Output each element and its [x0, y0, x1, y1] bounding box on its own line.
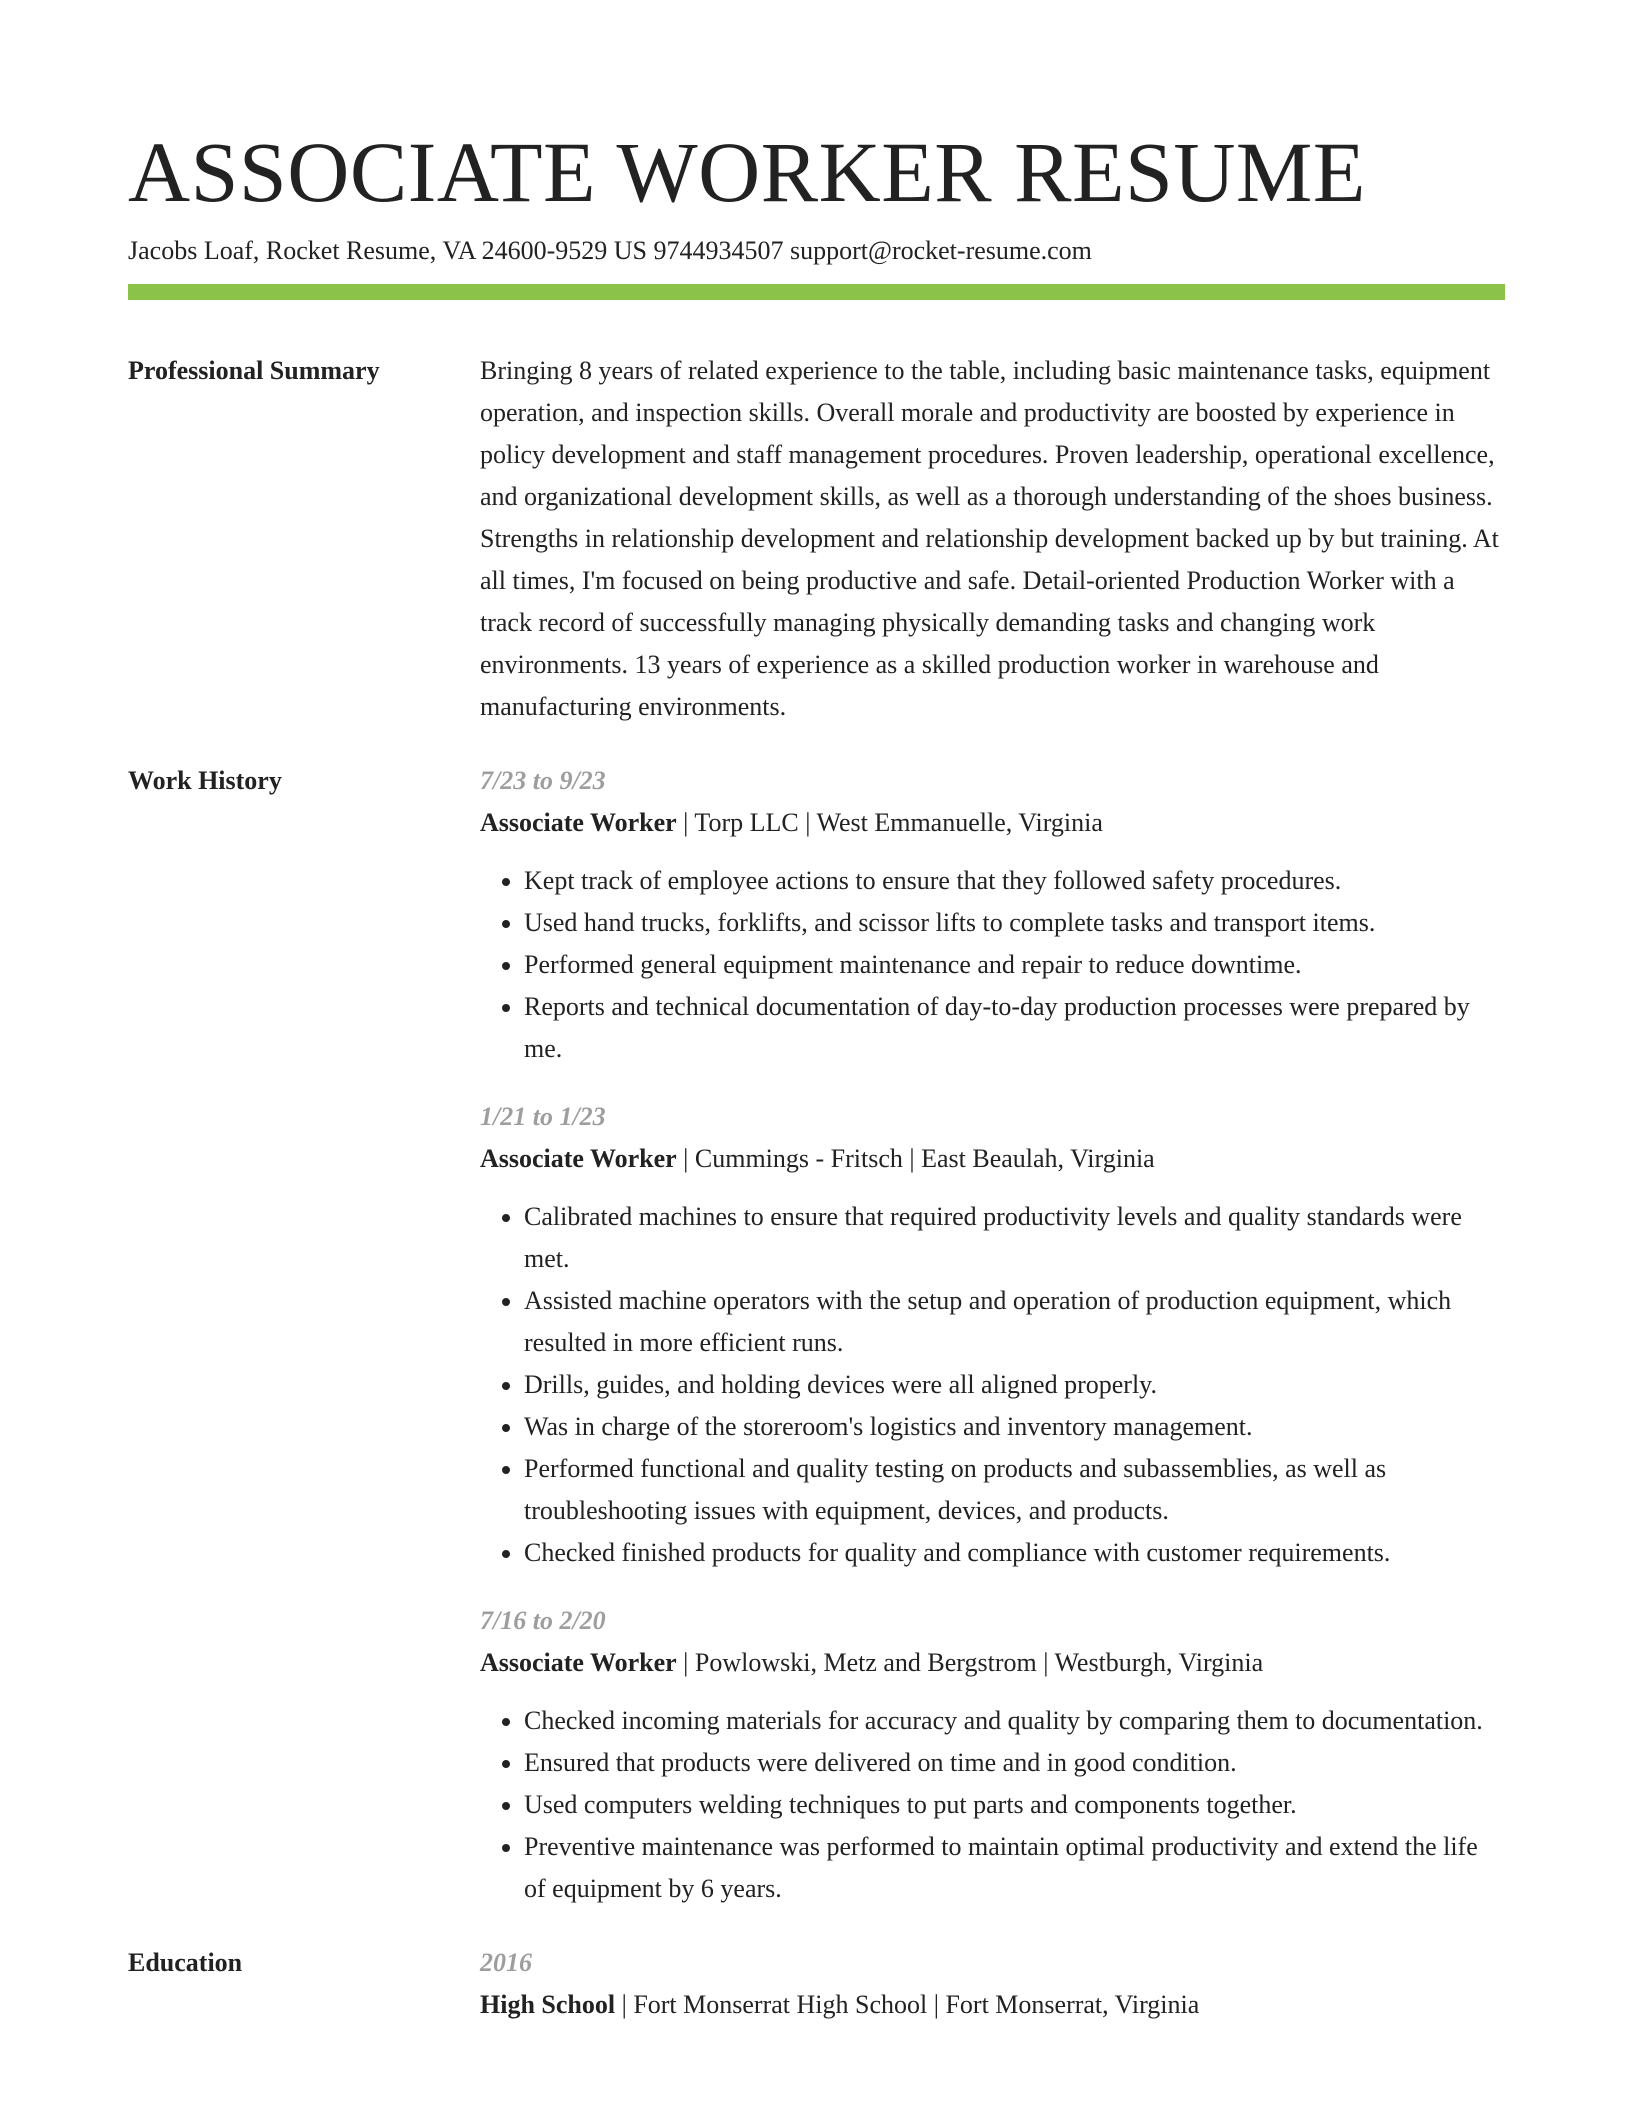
job-dates: 1/21 to 1/23	[480, 1102, 606, 1131]
job-bullet: • Was in charge of the storeroom's logistics and inventory management.	[524, 1406, 1505, 1448]
job-title: Associate Worker	[480, 1648, 677, 1677]
education-entry	[480, 1942, 1505, 2026]
job-bullet: • Kept track of employee actions to ensure that they followed safety procedures.	[524, 860, 1505, 902]
job-company: | Powlowski, Metz and Bergstrom	[677, 1648, 1037, 1677]
job-bullet: • Calibrated machines to ensure that required productivity levels and quality standards were met.	[524, 1196, 1505, 1280]
education-list	[480, 1942, 1505, 2026]
job-bullet: • Used computers welding techniques to put parts and components together.	[524, 1784, 1505, 1826]
job-bullet: • Performed functional and quality testing on products and subassemblies, as well as troubleshooting issues with equipment, devices, and products.	[524, 1448, 1505, 1532]
education-heading-line	[480, 1984, 1505, 2026]
job-company: | Cummings - Fritsch	[677, 1144, 903, 1173]
job-location: | East Beaulah, Virginia	[903, 1144, 1155, 1173]
job-bullet: • Checked incoming materials for accuracy and quality by comparing them to documentation.	[524, 1700, 1505, 1742]
job-dates: 7/16 to 2/20	[480, 1606, 606, 1635]
resume-title: ASSOCIATE WORKER RESUME	[128, 124, 1366, 220]
work-history-heading: Work History	[128, 766, 282, 795]
job-bullets	[480, 1196, 1505, 1574]
job-location: | West Emmanuelle, Virginia	[799, 808, 1103, 837]
education-school: | Fort Monserrat High School	[615, 1990, 927, 2019]
job-entry	[480, 760, 1505, 1070]
contact-line	[128, 234, 1505, 268]
job-bullet: • Ensured that products were delivered on time and in good condition.	[524, 1742, 1505, 1784]
job-bullet: • Checked finished products for quality and compliance with customer requirements.	[524, 1532, 1505, 1574]
job-entry	[480, 1096, 1505, 1574]
job-heading	[480, 802, 1505, 844]
job-company: | Torp LLC	[677, 808, 799, 837]
job-bullet: • Drills, guides, and holding devices were all aligned properly.	[524, 1364, 1505, 1406]
summary-text: Bringing 8 years of related experience to the table, including basic maintenance tasks, equipment operation, and inspection skills. Overall morale and productivity are boosted by experience in policy development and staff management procedures. Proven leadership, operational excellence, and organizational development skills, as well as a thorough understanding of the shoes business. Strengths in relationship development and relationship development backed up by but training. At all times, I'm focused on being productive and safe. Detail-oriented Production Worker with a track record of successfully managing physically demanding tasks and changing work environments. 13 years of experience as a skilled production worker in warehouse and manufacturing environments.	[480, 356, 1499, 721]
job-bullet: • Preventive maintenance was performed to maintain optimal productivity and extend the life of equipment by 6 years.	[524, 1826, 1505, 1910]
job-title: Associate Worker	[480, 1144, 677, 1173]
job-heading	[480, 1642, 1505, 1684]
job-bullet: • Reports and technical documentation of day-to-day production processes were prepared by me.	[524, 986, 1505, 1070]
resume-page	[128, 122, 1505, 2026]
job-title: Associate Worker	[480, 808, 677, 837]
education-degree: High School	[480, 1990, 616, 2019]
education-year: 2016	[480, 1948, 532, 1977]
header-divider	[128, 284, 1505, 300]
job-bullets	[480, 860, 1505, 1070]
job-entry	[480, 1600, 1505, 1910]
summary-section	[128, 350, 1505, 728]
job-location: | Westburgh, Virginia	[1037, 1648, 1263, 1677]
education-section	[128, 1942, 1505, 2026]
contact-email: support@rocket-resume.com	[790, 236, 1092, 265]
job-bullet: • Assisted machine operators with the setup and operation of production equipment, which resulted in more efficient runs.	[524, 1280, 1505, 1364]
work-history-section	[128, 760, 1505, 1910]
job-bullet: • Performed general equipment maintenance and repair to reduce downtime.	[524, 944, 1505, 986]
education-location: | Fort Monserrat, Virginia	[927, 1990, 1199, 2019]
job-bullets	[480, 1700, 1505, 1910]
education-heading: Education	[128, 1948, 243, 1977]
job-bullet: • Used hand trucks, forklifts, and scissor lifts to complete tasks and transport items.	[524, 902, 1505, 944]
job-heading	[480, 1138, 1505, 1180]
summary-heading: Professional Summary	[128, 356, 380, 385]
contact-phone: 9744934507	[653, 236, 784, 265]
contact-address: Jacobs Loaf, Rocket Resume, VA 24600-9529 US	[128, 236, 647, 265]
work-history-list	[480, 760, 1505, 1910]
job-dates: 7/23 to 9/23	[480, 766, 606, 795]
